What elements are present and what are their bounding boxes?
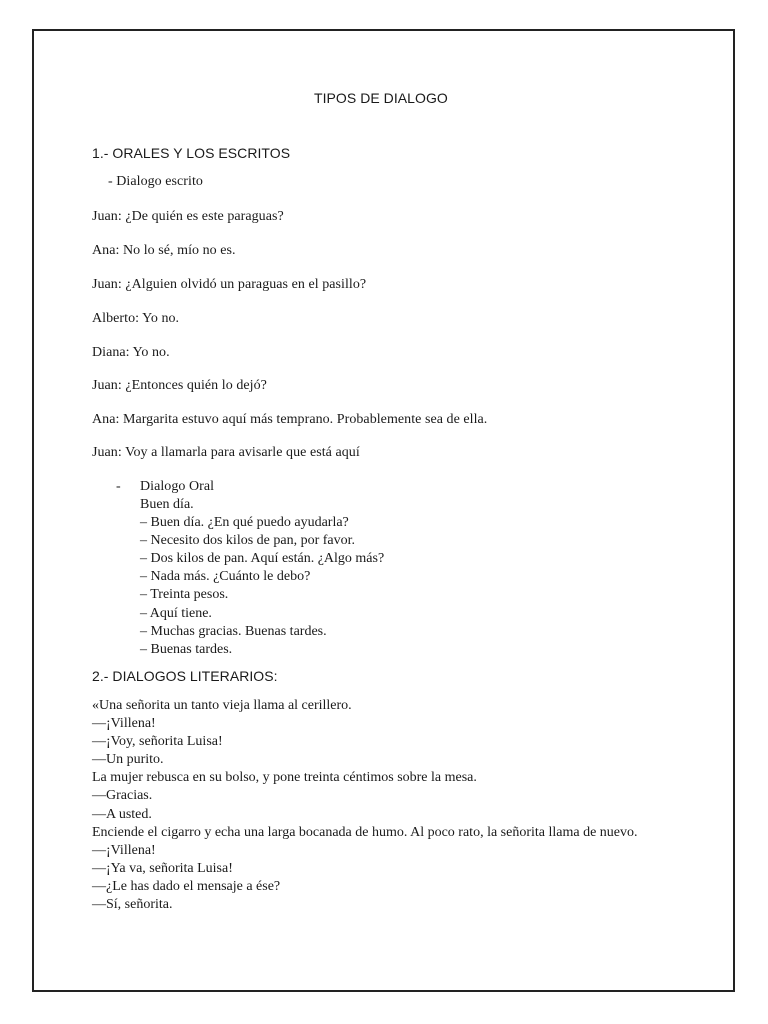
dialogue-line: Ana: No lo sé, mío no es. xyxy=(92,243,236,258)
oral-line: – Muchas gracias. Buenas tardes. xyxy=(140,623,327,639)
oral-line: – Buen día. ¿En qué puedo ayudarla? xyxy=(140,515,349,531)
oral-dialogue-label: Dialogo Oral xyxy=(140,479,215,494)
oral-line: – Treinta pesos. xyxy=(140,587,229,603)
literary-line: —¡Villena! xyxy=(92,716,156,732)
literary-line: —¡Villena! xyxy=(92,842,156,858)
oral-line: – Dos kilos de pan. Aquí están. ¿Algo más? xyxy=(140,551,385,567)
literary-dialogue xyxy=(92,697,672,914)
section-1-subheading: - Dialogo escrito xyxy=(108,174,203,189)
literary-line: —¿Le has dado el mensaje a ése? xyxy=(92,878,281,894)
literary-line: —¡Voy, señorita Luisa! xyxy=(92,734,223,750)
dialogue-line: Alberto: Yo no. xyxy=(92,311,180,326)
oral-bullet: - xyxy=(116,479,121,494)
document-title: TIPOS DE DIALOGO xyxy=(314,90,448,106)
literary-line: —Sí, señorita. xyxy=(92,897,173,913)
literary-line: Enciende el cigarro y echa una larga bocanada de humo. Al poco rato, la señorita llama de nuevo. xyxy=(92,824,638,840)
oral-line: – Aquí tiene. xyxy=(140,605,212,621)
dialogue-line: Diana: Yo no. xyxy=(92,345,170,360)
literary-line: «Una señorita un tanto vieja llama al cerillero. xyxy=(92,698,352,713)
dialogue-line: Ana: Margarita estuvo aquí más temprano. Probablemente sea de ella. xyxy=(92,412,488,427)
literary-line: —Un purito. xyxy=(92,752,164,768)
oral-line: – Necesito dos kilos de pan, por favor. xyxy=(140,533,356,549)
document-page xyxy=(32,29,735,992)
oral-line: – Buenas tardes. xyxy=(140,641,233,657)
literary-line: La mujer rebusca en su bolso, y pone treinta céntimos sobre la mesa. xyxy=(92,770,477,786)
literary-line: —A usted. xyxy=(92,806,152,822)
oral-line: Buen día. xyxy=(140,497,194,512)
oral-dialogue-list xyxy=(140,496,384,659)
dialogue-line: Juan: ¿De quién es este paraguas? xyxy=(92,209,284,224)
oral-line: – Nada más. ¿Cuánto le debo? xyxy=(140,569,311,585)
literary-line: —Gracias. xyxy=(92,788,153,804)
section-1-heading: 1.- ORALES Y LOS ESCRITOS xyxy=(92,145,291,161)
dialogue-line: Juan: Voy a llamarla para avisarle que está aquí xyxy=(92,445,360,460)
literary-line: —¡Ya va, señorita Luisa! xyxy=(92,860,233,876)
dialogue-line: Juan: ¿Entonces quién lo dejó? xyxy=(92,378,267,393)
dialogue-line: Juan: ¿Alguien olvidó un paraguas en el pasillo? xyxy=(92,277,367,292)
section-2-heading: 2.- DIALOGOS LITERARIOS: xyxy=(92,668,278,684)
